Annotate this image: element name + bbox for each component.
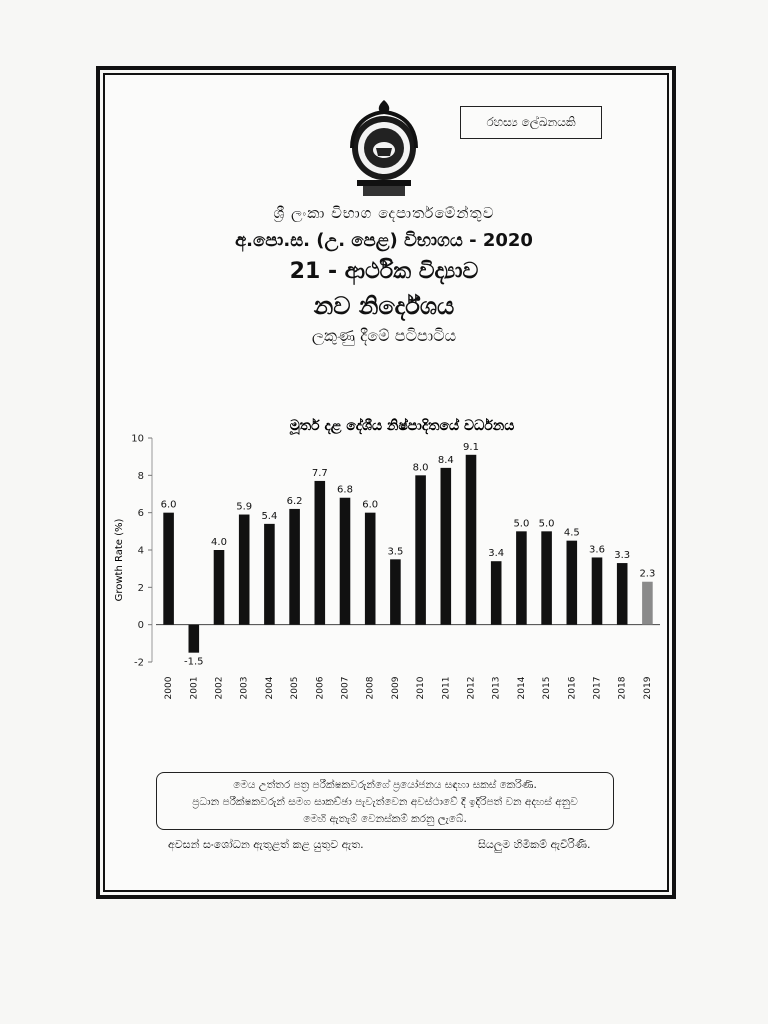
value-label-2007: 6.8 <box>337 484 353 496</box>
syllabus-label: නව නිර්දේශය <box>313 292 455 320</box>
bar-2003 <box>239 515 250 625</box>
value-label-2019: 2.3 <box>639 568 656 580</box>
y-tick-label: 0 <box>137 620 144 632</box>
bar-2016 <box>567 541 578 625</box>
value-label-2008: 6.0 <box>362 499 379 511</box>
value-label-2001: -1.5 <box>184 656 204 668</box>
y-tick-label: -2 <box>134 657 144 669</box>
value-label-2014: 5.0 <box>513 518 530 530</box>
category-label-2002: 2002 <box>214 676 225 700</box>
footer-copyright: සියලුම හිමිකම් ඇවිරිණි. <box>478 838 591 851</box>
category-label-2009: 2009 <box>390 676 401 700</box>
value-label-2009: 3.5 <box>387 546 404 558</box>
marking-scheme-label: ලකුණු දීමේ පටිපාටිය <box>311 326 457 345</box>
exam-title: අ.පො.ස. (උ. පෙළ) විභාගය - 2020 <box>235 230 533 251</box>
bar-2010 <box>415 475 426 624</box>
gdp-growth-chart <box>112 410 668 710</box>
department-name: ශ්‍රී ලංකා විභාග දෙපාර්තමේන්තුව <box>273 204 495 222</box>
bar-2005 <box>289 509 300 625</box>
value-label-2010: 8.0 <box>412 462 429 474</box>
bar-2004 <box>264 524 275 625</box>
bar-2008 <box>365 513 376 625</box>
bar-2002 <box>214 550 225 625</box>
category-label-2007: 2007 <box>340 676 351 700</box>
y-tick-label: 6 <box>137 508 144 520</box>
bar-2000 <box>163 513 174 625</box>
value-label-2002: 4.0 <box>211 537 227 548</box>
value-label-2003: 5.9 <box>236 501 253 513</box>
bar-2015 <box>541 531 552 624</box>
bar-2001 <box>189 625 200 653</box>
value-label-2013: 3.4 <box>488 548 505 560</box>
category-label-2014: 2014 <box>516 676 527 700</box>
category-label-2001: 2001 <box>189 676 200 700</box>
value-label-2000: 6.0 <box>160 499 177 511</box>
category-label-2016: 2016 <box>567 676 578 700</box>
category-label-2013: 2013 <box>491 676 502 700</box>
value-label-2005: 6.2 <box>286 495 303 507</box>
bar-2013 <box>491 561 502 624</box>
value-label-2004: 5.4 <box>261 510 278 522</box>
note-line-3: මෙහි ඇතැම් වෙනස්කම් කරනු ලැබේ. <box>303 813 467 825</box>
bar-2011 <box>441 468 452 625</box>
sri-lanka-emblem-icon <box>343 96 425 200</box>
y-tick-label: 2 <box>137 582 144 594</box>
value-label-2016: 4.5 <box>563 527 580 539</box>
y-tick-label: 10 <box>131 433 144 445</box>
category-label-2006: 2006 <box>315 676 326 700</box>
footer-revision-note: අවසන් සංශෝධන ඇතුළත් කළ යුතුව ඇත. <box>168 838 364 851</box>
category-label-2010: 2010 <box>416 676 427 700</box>
chart-title: මූර්ත දළ දේශීය නිෂ්පාදිතයේ වර්ධනය <box>289 418 515 434</box>
value-label-2011: 8.4 <box>437 454 454 466</box>
category-label-2017: 2017 <box>592 676 603 700</box>
y-tick-label: 8 <box>137 470 144 482</box>
bar-2012 <box>466 455 477 625</box>
value-label-2018: 3.3 <box>614 550 631 562</box>
category-label-2000: 2000 <box>164 676 175 700</box>
value-label-2006: 7.7 <box>311 467 328 479</box>
category-label-2018: 2018 <box>617 676 628 700</box>
bar-2018 <box>617 563 628 625</box>
category-label-2015: 2015 <box>542 676 553 700</box>
category-label-2019: 2019 <box>642 676 653 700</box>
bar-2019 <box>642 582 653 625</box>
value-label-2015: 5.0 <box>538 518 555 530</box>
bar-2006 <box>315 481 326 625</box>
value-label-2017: 3.6 <box>589 544 605 556</box>
confidential-label: රහස්‍ය ලේඛනයකි <box>460 106 602 139</box>
chart-y-axis-label: Growth Rate (%) <box>114 518 125 602</box>
bar-2007 <box>340 498 351 625</box>
subject-title: 21 - ආර්ථික විද්‍යාව <box>289 259 479 284</box>
note-line-2: ප්‍රධාන පරීක්ෂකවරුන් සමග සාකච්ඡා පැවැත්වෙන අවස්ථාවේ දී ඉදිරිපත් වන අදහස් අනුව <box>192 796 578 808</box>
category-label-2004: 2004 <box>264 676 275 700</box>
bar-2009 <box>390 559 401 624</box>
bar-2014 <box>516 531 527 624</box>
y-tick-label: 4 <box>137 545 144 557</box>
bar-2017 <box>592 557 603 624</box>
category-label-2012: 2012 <box>466 676 477 700</box>
category-label-2011: 2011 <box>441 676 452 700</box>
category-label-2008: 2008 <box>365 676 376 700</box>
category-label-2005: 2005 <box>290 676 301 700</box>
category-label-2003: 2003 <box>239 676 250 700</box>
examiner-note-box <box>156 772 614 830</box>
note-line-1: මෙය උත්තර පත්‍ර පරීක්ෂකවරුන්ගේ ප්‍රයෝජනය සඳහා සකස් කෙරිණි. <box>233 779 537 791</box>
value-label-2012: 9.1 <box>463 441 479 453</box>
